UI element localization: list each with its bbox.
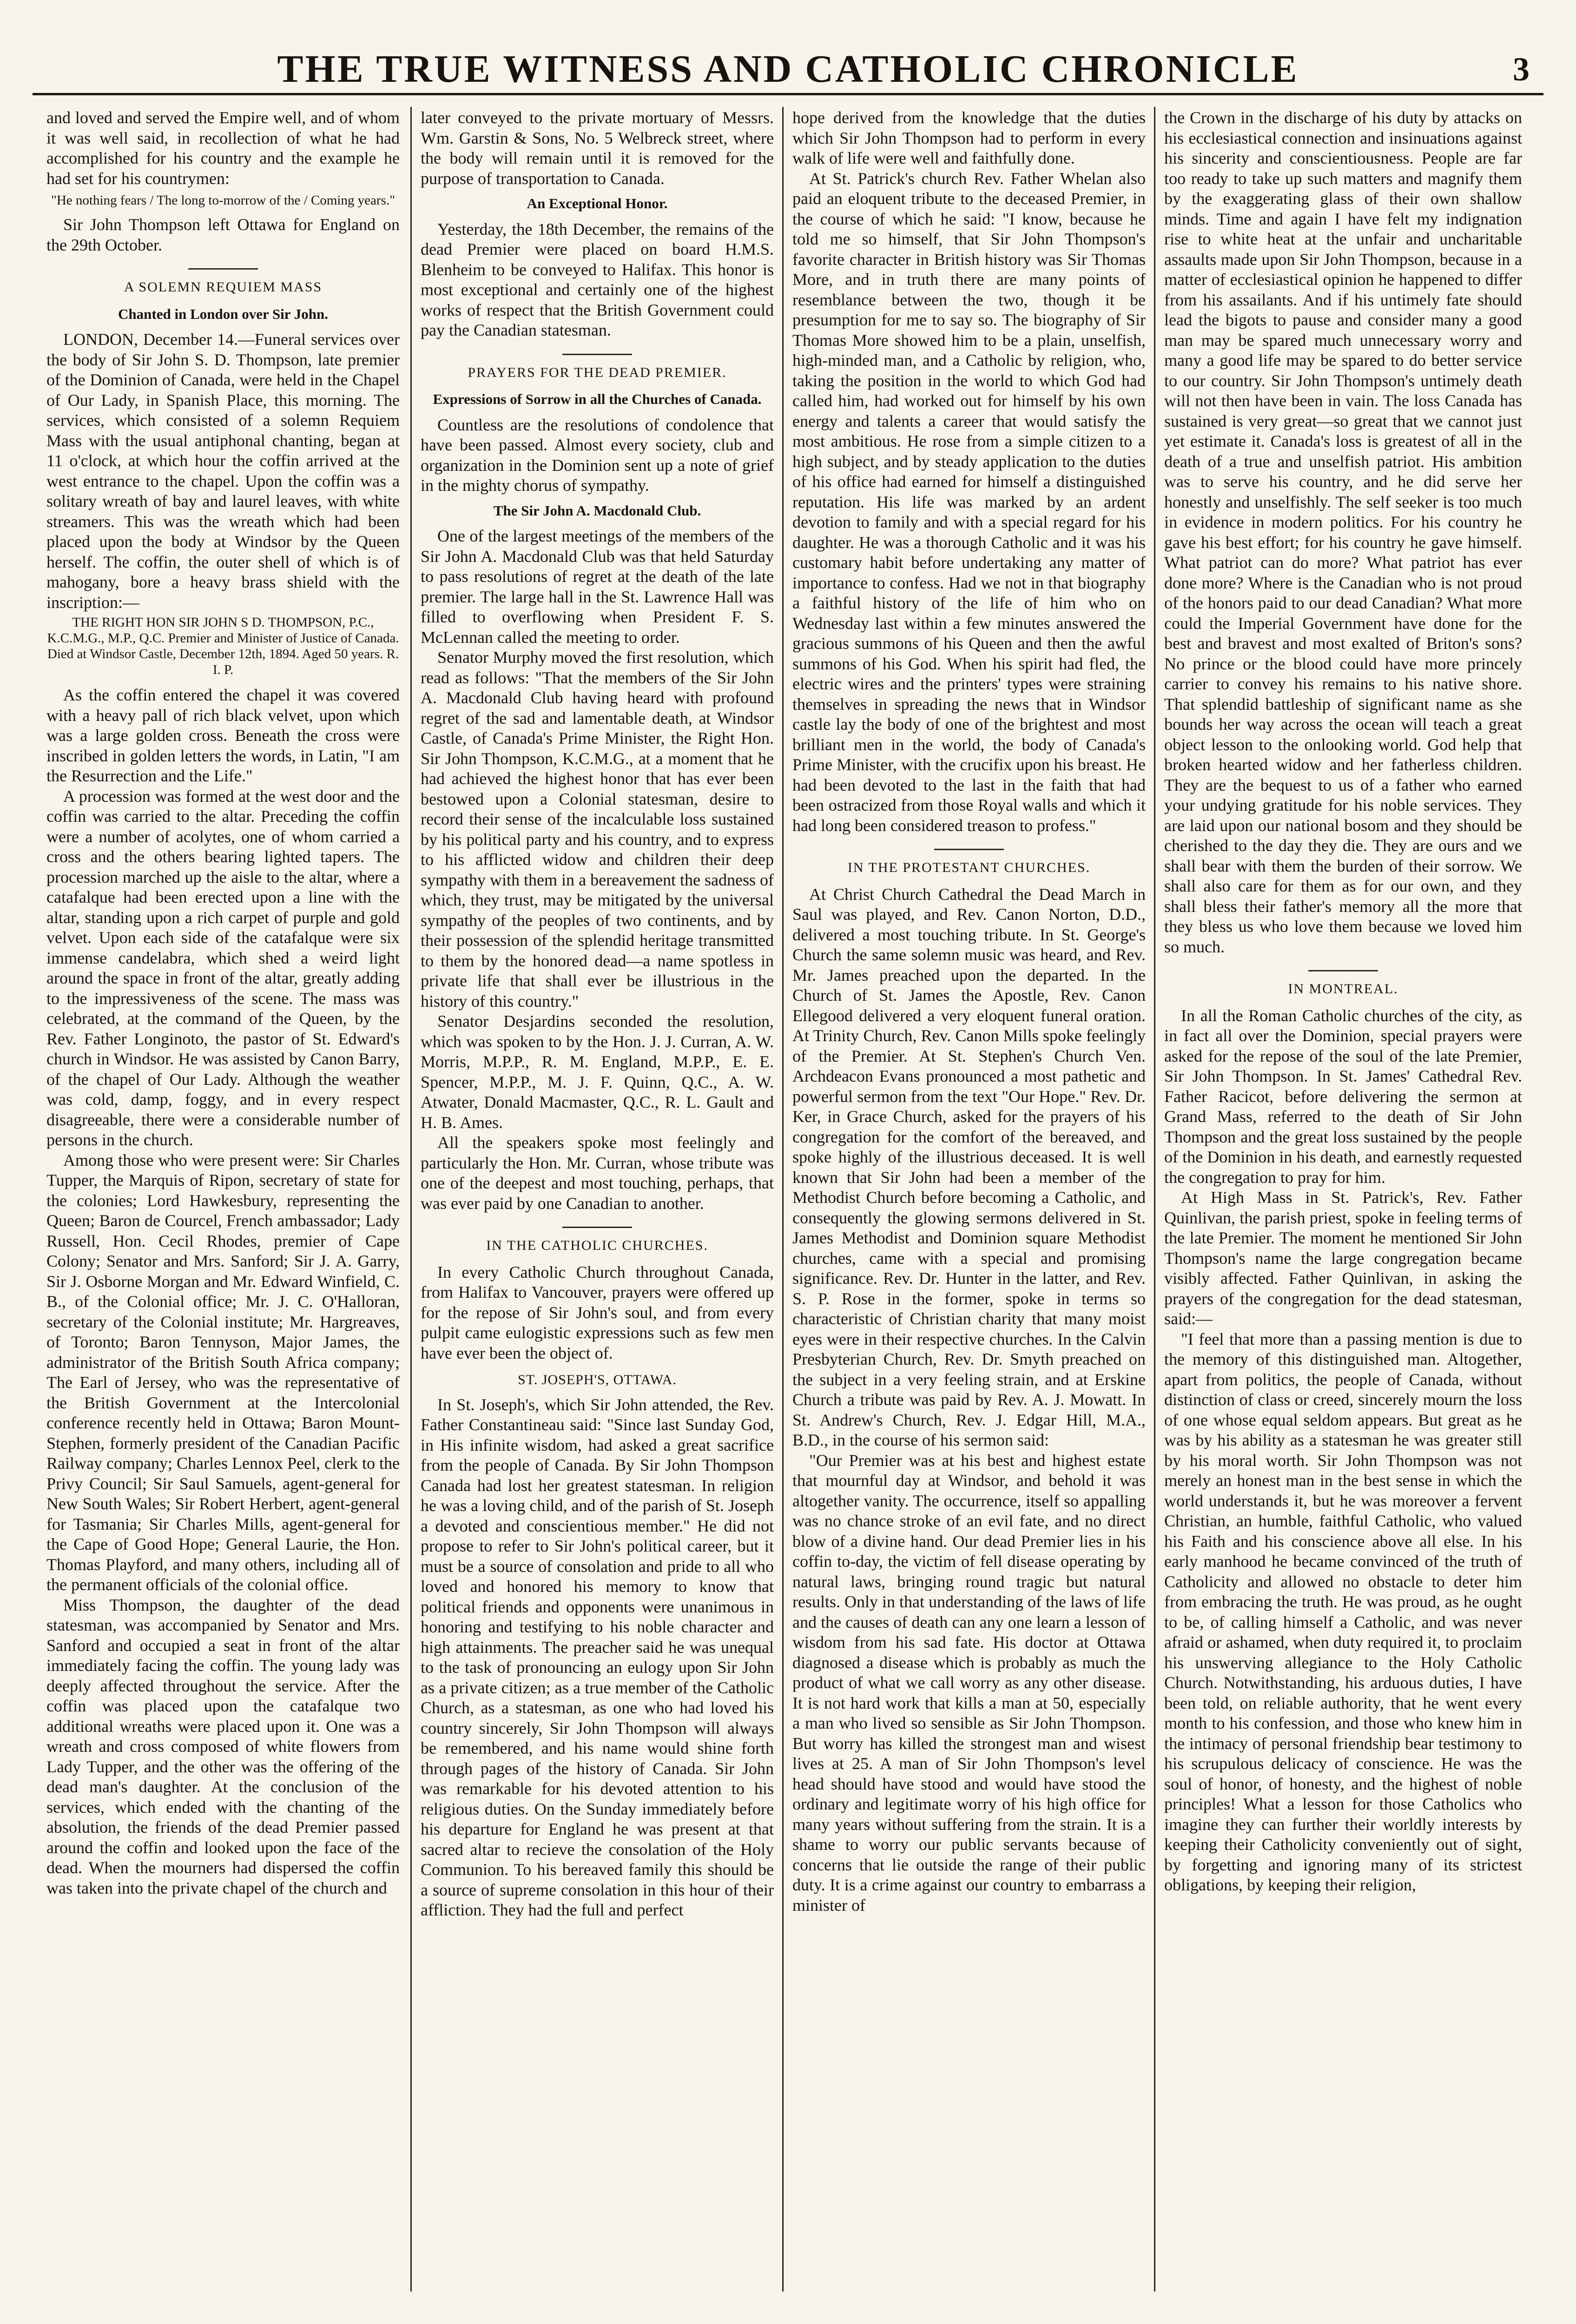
sub-heading: The Sir John A. Macdonald Club. [493, 502, 701, 519]
article-paragraph: At Christ Church Cathedral the Dead March in Saul was played, and Rev. Canon Norton, D.D., delivered a most touching tribute. In St. George's Church the same solemn music was heard, and Rev. Mr. James preached upon the departed. In the Church of St. James the Apostle, Rev. Canon Ellegood delivered a very eloquent funeral oration. At Trinity Church, Rev. Canon Mills spoke feelingly of the Premier. At St. Stephen's Church Ven. Archdeacon Evans pronounced a most pathetic and powerful sermon from the text "Our Hope." Rev. Dr. Ker, in Grace Church, asked for the prayers of his congregation for the comfort of the bereaved, and spoke highly of the illustrious deceased. It is well known that Sir John had been a member of the Methodist Church before becoming a Catholic, and consequently the glowing sermons delivered in St. James Methodist and Dominion square Methodist churches, came with a special and promising significance. Rev. Dr. Hunter in the latter, and Rev. S. P. Rose in the former, spoke in terms so characteristic of Christian charity that many moist eyes were in their respective churches. In the Calvin Presbyterian Church, Rev. Dr. Smyth preached on the subject in a very feeling strain, and at Erskine Church a tribute was paid by Rev. A. J. Mowatt. In St. Andrew's Church, Rev. J. Edgar Hill, M.A., B.D., in the course of his sermon said: [792, 885, 1146, 1449]
coffin-inscription: THE RIGHT HON SIR JOHN S D. THOMPSON, P.C., K.C.M.G., M.P., Q.C. Premier and Minister of Justice of Canada. Died at Windsor Castle, December 12th, 1894. Aged 50 years. R. I. P. [47, 615, 399, 677]
section-heading: PRAYERS FOR THE DEAD PREMIER. [421, 354, 774, 383]
article-paragraph: LONDON, December 14.—Funeral services over the body of Sir John S. D. Thompson, late premier of the Dominion of Canada, were held in the Chapel of Our Lady, in Spanish Place, this morning. The services, which consisted of a solemn Requiem Mass with the usual antiphonal chanting, began at 11 o'clock, at which hour the coffin arrived at the west entrance to the chapel. Upon the coffin was a solitary wreath of bay and laurel leaves, with white streamers. This was the wreath which had been placed upon the body at Windsor by the Queen herself. The coffin, the outer shell of which is of mahogany, bore a heavy brass shield with the inscription:— [46, 330, 400, 612]
column-2 [421, 108, 774, 2292]
article-paragraph: All the speakers spoke most feelingly and particularly the Hon. Mr. Curran, whose tribute was one of the deepest and most touching, perhaps, that was ever paid by one Canadian to another. [421, 1133, 774, 1213]
sub-heading: Chanted in London over Sir John. [118, 305, 328, 322]
article-paragraph: hope derived from the knowledge that the duties which Sir John Thompson had to perform in every walk of life were well and faithfully done. [792, 108, 1146, 167]
section-heading: IN MONTREAL. [1164, 970, 1522, 999]
column-4 [1164, 108, 1522, 2292]
article-paragraph: A procession was formed at the west door and the coffin was carried to the altar. Preceding the coffin were a number of acolytes, one of whom carried a cross and the others bearing lighted tapers. The procession marched up the aisle to the altar, where a catafalque had been erected upon a line with the altar, standing upon a rich carpet of purple and gold velvet. Upon each side of the catafalque were six immense candelabra, which shed a weird light around the space in front of the altar, greatly adding to the impressiveness of the scene. The mass was celebrated, at the command of the Queen, by the Rev. Father Longinoto, the pastor of St. Edward's church in Windsor. He was assisted by Canon Barry, of the chapel of Our Lady. Although the weather was cold, damp, foggy, and in every respect disagreeable, there were a considerable number of persons in the church. [46, 786, 400, 1149]
article-paragraph: "Our Premier was at his best and highest estate that mournful day at Windsor, and behold it was altogether vanity. The occurrence, itself so appalling was no chance stroke of an evil fate, and no direct blow of a divine hand. Our dead Premier lies in his coffin to-day, the victim of fell disease operating by natural laws, bringing round tragic but natural results. Only in that understanding of the laws of life and the causes of death can any one learn a lesson of wisdom from his sad fate. His doctor at Ottawa diagnosed a disease which is probably as much the product of what we call worry as any other disease. It is not hard work that kills a man at 50, especially a man who lived so sensible as Sir John Thompson. But worry has killed the strongest man and wisest lives at 25. A man of Sir John Thompson's level head should have stood and would have stood the ordinary and legitimate worry of his high office for many years without suffering from the strain. It is a shame to worry our public servants because of concerns that lie outside the range of their public duty. It is a crime against our country to embarrass a minister of [792, 1451, 1146, 1915]
article-paragraph: At St. Patrick's church Rev. Father Whelan also paid an eloquent tribute to the deceased Premier, in the course of which he said: "I know, because he told me so himself, that Sir John Thompson's favorite character in British history was Sir Thomas More, and in truth there are many points of resemblance between the two, though it be presumption for me to say so. The biography of Sir Thomas More showed him to be a plain, unselfish, high-minded man, and a Catholic by religion, who, taking the position in the world to which God had called him, had worked out for himself by his own energy and talents a career that would satisfy the most ambitious. He rose from a simple citizen to a high subject, and by steady application to the duties of his office had earned for himself a distinguished reputation. His life was marked by an ardent devotion to family and with a special regard for his daughter. He was a thorough Catholic and it was his customary habit before undertaking any matter of importance to confess. Had we not in that biography a faithful history of the life of him who on Wednesday last within a few minutes answered the gracious summons of his Queen and then the awful summons of his God. When his spirit had fled, the electric wires and the printers' types were straining themselves in spreading the news that in Windsor castle lay the body of one of the brightest and most brilliant men in the world, the body of Canada's Prime Minister, with the crucifix upon his breast. He had been devoted to the last in the faith that had been ostracized from those Royal walls and which it had long been considered treason to profess." [792, 169, 1146, 835]
article-paragraph: In St. Joseph's, which Sir John attended, the Rev. Father Constantineau said: "Since last Sunday God, in His infinite wisdom, had asked a great sacrifice from the people of Canada. By Sir John Thompson Canada had lost her greatest statesman. In religion he was a loving child, and of the parish of St. Joseph a devoted and conscientious member." He did not propose to refer to Sir John's political career, but it must be a source of consolation and pride to all who loved and honored his memory to know that political friends and opponents were unanimous in honoring and testifying to his noble character and high attainments. The preacher said he was unequal to the task of pronouncing an eulogy upon Sir John as a private citizen; as a true member of the Catholic Church, as a statesman, as one who had loved his country sincerely, Sir John Thompson will always be remembered, and his name would shine forth through pages of the history of Canada. Sir John was remarkable for his devoted attention to his religious duties. On the Sunday immediately before his departure for England he was present at that sacred altar to recieve the consolation of the Holy Communion. To his bereaved family this should be a source of supreme consolation in this hour of their affliction. They had the full and perfect [421, 1395, 774, 1919]
sub-heading: An Exceptional Honor. [527, 195, 668, 211]
article-paragraph: Senator Murphy moved the first resolution, which read as follows: "That the members of the Sir John A. Macdonald Club having heard with profound regret of the sad and lamentable death, at Windsor Castle, of Canada's Prime Minister, the Right Hon. Sir John Thompson, K.C.M.G., at a moment that he had achieved the highest honor that has ever been bestowed upon a Colonial statesman, desire to record their sense of the incalculable loss sustained by his political party and his country, and to express to his afflicted widow and children their deep sympathy with them in a bereavement the sadness of which, they trust, may be mitigated by the universal sympathy of the peoples of two continents, and by their possession of the splendid heritage transmitted to them by the honored dead—a name spotless in private life that shall ever be illustrious in the history of this country." [421, 648, 774, 1010]
article-paragraph: Countless are the resolutions of condolence that have been passed. Almost every society, club and organization in the Dominion sent up a note of grief in the mighty chorus of sympathy. [421, 415, 774, 495]
article-paragraph: the Crown in the discharge of his duty by attacks on his ecclesiastical connection and insinuations against his sincerity and conscientiousness. People are far too ready to take up such matters and magnify them by the exaggerating glass of their own shallow minds. Time and again I have felt my indignation rise to white heat at the unfair and uncharitable assaults made upon Sir John Thompson, because in a matter of ecclesiastical opinion he happened to differ from his assailants. And if his untimely fate should lead the bigots to pause and consider many a good man may be spared much unnecessary worry and many a good life may be spared to do better service to our country. Sir John Thompson's untimely death will not then have been in vain. The loss Canada has sustained is very great—so great that we cannot just yet estimate it. Canada's loss is greatest of all in the death of a true and unselfish patriot. His ambition was to serve his country, and he did serve her honestly and unselfishly. The self seeker is too much in evidence in modern politics. For his country he gave his best effort; for his country he gave himself. What patriot can do more? What patriot has ever done more? Where is the Canadian who is not proud of the honors paid to our dead Canadian? What more could the Imperial Government have done for the best and bravest and most exalted of Briton's sons? No prince or the blood could have more princely carrier to convey his remains to his native shore. That splendid battleship of significant name as she bounds her way across the ocean will teach a great object lesson to the onlooking world. God help that broken hearted widow and her fatherless children. They are the bequest to us of a father who earned your undying gratitude for his noble services. They are laid upon our national bosom and they should be cherished to the day they die. They are ours and we shall bear with them the burden of their sorrow. We shall also care for them as for our own, and they shall bless their father's memory all the more that they bless us who love them because we loved him so much. [1164, 108, 1522, 956]
newspaper-title: THE TRUE WITNESS AND CATHOLIC CHRONICLE [277, 47, 1299, 91]
column-rule [410, 107, 412, 2291]
article-paragraph: later conveyed to the private mortuary of Messrs. Wm. Garstin & Sons, No. 5 Welbreck street, where the body will remain until it is removed for the purpose of transportation to Canada. [421, 108, 774, 188]
article-paragraph: One of the largest meetings of the members of the Sir John A. Macdonald Club was that held Saturday to pass resolutions of regret at the death of the late premier. The large hall in the St. Lawrence Hall was filled to overflowing when President F. S. McLennan called the meeting to order. [421, 527, 774, 647]
sub-heading: Expressions of Sorrow in all the Churches of Canada. [433, 391, 762, 407]
article-paragraph: In all the Roman Catholic churches of the city, as in fact all over the Dominion, special prayers were asked for the repose of the soul of the late Premier, Sir John Thompson. In St. James' Cathedral Rev. Father Racicot, before delivering the sermon at Grand Mass, referred to the death of Sir John Thompson and the great loss sustained by the people of the Dominion in his death, and earnestly requested the congregation to pray for him. [1164, 1006, 1522, 1187]
minor-heading: ST. JOSEPH'S, OTTAWA. [518, 1372, 677, 1387]
article-paragraph: and loved and served the Empire well, and of whom it was well said, in recollection of what he had accomplished for his country and the example he had set for his countrymen: [46, 108, 400, 188]
article-paragraph: Sir John Thompson left Ottawa for England on the 29th October. [46, 215, 400, 254]
column-rule [1154, 107, 1155, 2291]
article-paragraph: "I feel that more than a passing mention is due to the memory of this distinguished man. Altogether, apart from politics, the people of Canada, without distinction of class or creed, sincerely mourn the loss of one whose equal seldom appears. But great as he was by his ability as a statesman he was greater still by his moral worth. Sir John Thompson was not merely an honest man in the best sense in which the world understands it, but he was moreover a fervent Christian, an humble, faithful Catholic, who valued his Faith and his conscience above all else. In his early manhood he became convinced of the truth of Catholicity and allowed no obstacle to deter him from embracing the truth. He was proud, as he ought to be, of calling himself a Catholic, and was never afraid or ashamed, when duty required it, to proclaim his unswerving allegiance to the Holy Catholic Church. Notwithstanding, his arduous duties, I have been told, on reliable authority, that he went every month to his confession, and those who knew him in the intimacy of personal friendship bear testimony to his scrupulous delicacy of conscience. He was the soul of honor, of honesty, and the highest of noble principles! What a lesson for those Catholics who imagine they can further their worldly interests by keeping their Catholicity conveniently out of sight, by forgetting and ignoring many of its strictest obligations, by keeping their religion, [1164, 1329, 1522, 1894]
column-rule [782, 107, 784, 2291]
section-heading: IN THE CATHOLIC CHURCHES. [421, 1227, 774, 1256]
article-paragraph: Yesterday, the 18th December, the remains of the dead Premier were placed on board H.M.S. Blenheim to be conveyed to Halifax. This honor is most exceptional and certainly one of the highest works of respect that the British Government could pay the Canadian statesman. [421, 219, 774, 339]
article-paragraph: Senator Desjardins seconded the resolution, which was spoken to by the Hon. J. J. Curran, A. W. Morris, M.P.P., R. M. England, M.P.P., E. E. Spencer, M.P.P., M. J. F. Quinn, Q.C., A. W. Atwater, Donald Macmaster, Q.C., R. L. Gault and H. B. Ames. [421, 1012, 774, 1132]
section-heading: A SOLEMN REQUIEM MASS [46, 268, 400, 297]
verse-quote: "He nothing fears / The long to-morrow of the / Coming years." [51, 193, 395, 208]
article-paragraph: Miss Thompson, the daughter of the dead statesman, was accompanied by Senator and Mrs. Sanford and occupied a seat in front of the altar immediately facing the coffin. The young lady was deeply affected throughout the service. After the coffin was placed upon the catafalque two additional wreaths were placed upon it. One was a wreath and cross composed of white flowers from Lady Tupper, and the other was the offering of the dead man's daughter. At the conclusion of the services, which ended with the chanting of the absolution, the friends of the dead Premier passed around the coffin and looked upon the face of the dead. When the mourners had dispersed the coffin was taken into the private chapel of the church and [46, 1595, 400, 1897]
column-3 [792, 108, 1146, 2292]
column-1 [46, 108, 400, 2292]
page-number: 3 [1513, 51, 1530, 88]
article-paragraph: Among those who were present were: Sir Charles Tupper, the Marquis of Ripon, secretary of state for the colonies; Lord Hawkesbury, representing the Queen; Baron de Courcel, French ambassador; Lady Russell, Hon. Cecil Rhodes, premier of Cape Colony; Senator and Mrs. Sanford; Sir J. A. Garry, Sir J. Osborne Morgan and Mr. Edward Winfield, C. B., of the Colonial office; Mr. J. C. O'Halloran, secretary of the Colonial institute; Mr. Hargreaves, of Toronto; Baron Tennyson, Major James, the administrator of the British South Africa company; The Earl of Jersey, who was the representative of the British Government at the Intercolonial conference recently held in Ottawa; Baron Mount-Stephen, formerly president of the Canadian Pacific Railway company; Charles Lennox Peel, clerk to the Privy Council; Sir Saul Samuels, agent-general for New South Wales; Sir Robert Herbert, agent-general for Tasmania; Sir Charles Mills, agent-general for the Cape of Good Hope; General Laurie, the Hon. Thomas Playford, and many others, including all of the permanent officials of the colonial office. [46, 1150, 400, 1594]
masthead [33, 42, 1543, 95]
article-paragraph: At High Mass in St. Patrick's, Rev. Father Quinlivan, the parish priest, spoke in feeling terms of the late Premier. The moment he mentioned Sir John Thompson's name the large congregation became visibly affected. Father Quinlivan, in asking the prayers of the congregation for the dead statesman, said:— [1164, 1188, 1522, 1328]
article-paragraph: In every Catholic Church throughout Canada, from Halifax to Vancouver, prayers were offered up for the repose of Sir John's soul, and from every pulpit came eulogistic expressions such as few men have ever been the object of. [421, 1262, 774, 1362]
article-paragraph: As the coffin entered the chapel it was covered with a heavy pall of rich black velvet, upon which was a large golden cross. Beneath the cross were inscribed in golden letters the words, in Latin, "I am the Resurrection and the Life." [46, 686, 400, 785]
section-heading: IN THE PROTESTANT CHURCHES. [792, 849, 1146, 878]
